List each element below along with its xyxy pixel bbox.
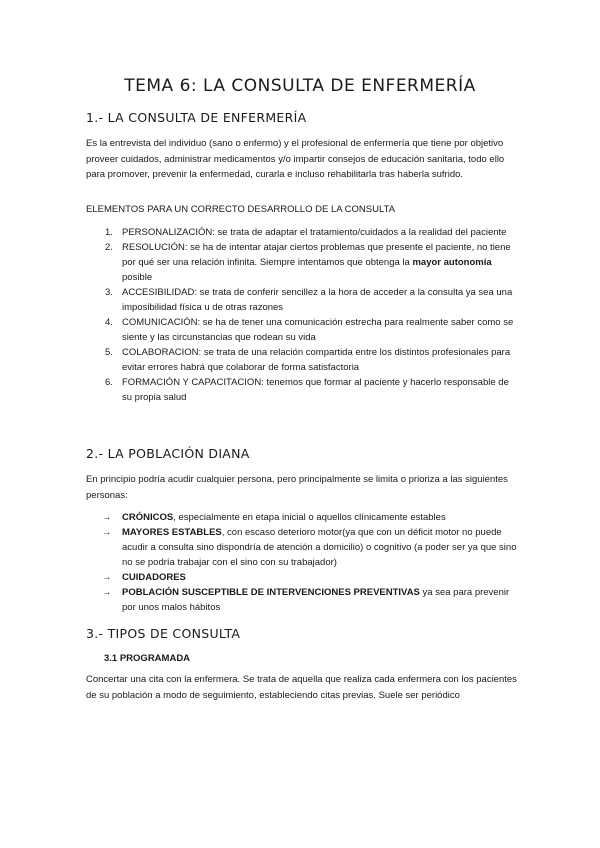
section-3-subheading: 3.1 PROGRAMADA: [104, 653, 191, 664]
list-title: ELEMENTOS PARA UN CORRECTO DESARROLLO DE LA CONSULTA: [86, 204, 396, 215]
list-item: 1. PERSONALIZACIÓN: se trata de adaptar el tratamiento/cuidados a la realidad del paciente: [105, 227, 507, 238]
section-3-heading: 3.- TIPOS DE CONSULTA: [86, 626, 241, 641]
section-2-heading: 2.- LA POBLACIÓN DIANA: [86, 446, 250, 461]
section-3-paragraph: Concertar una cita con la enfermera. Se trata de aquella que realiza cada enfermera con los pacientes de su población a modo de seguimiento, estableciendo citas previas. Suele ser periódico: [86, 674, 517, 701]
list-item: → MAYORES ESTABLES, con escaso deterioro motor(ya que con un déficit motor no puede acudir a consulta sino dispondría de atención a domicilio) o cognitivo (a poder ser ya que sino no se podría trabajar con el sino con su trabajador): [102, 527, 517, 568]
list-item: 2. RESOLUCIÓN: se ha de intentar atajar ciertos problemas que presente el paciente, no tiene por qué ser una relación infinita. Siempre intentamos que obtenga la mayor autonomía posible: [105, 242, 511, 283]
page-title: TEMA 6: LA CONSULTA DE ENFERMERÍA: [124, 76, 476, 96]
list-item: 4. COMUNICACIÓN: se ha de tener una comunicación estrecha para realmente saber como se siente y las circunstancias que rodean su vida: [105, 317, 514, 343]
arrow-right-icon: →: [102, 512, 112, 523]
list-item: → CUIDADORES: [102, 572, 186, 583]
list-item: 3. ACCESIBILIDAD: se trata de conferir sencillez a la hora de acceder a la consulta ya sea una imposibilidad física u de otras razones: [105, 287, 513, 313]
list-item: 5. COLABORACION: se trata de una relación compartida entre los distintos profesionales para evitar errores habrá que colaborar de forma satisfactoria: [105, 347, 511, 373]
elements-list: [86, 225, 518, 405]
list-item: → POBLACIÓN SUSCEPTIBLE DE INTERVENCIONES PREVENTIVAS ya sea para prevenir por unos malos hábitos: [102, 587, 510, 613]
list-item: 6. FORMACIÓN Y CAPACITACION: tenemos que formar al paciente y hacerlo responsable de su propia salud: [105, 377, 509, 403]
arrow-right-icon: →: [102, 527, 112, 538]
section-1-heading: 1.- LA CONSULTA DE ENFERMERÍA: [86, 110, 307, 125]
list-item: → CRÓNICOS, especialmente en etapa inicial o aquellos clínicamente estables: [102, 512, 446, 523]
arrow-right-icon: →: [102, 587, 112, 598]
section-1-paragraph: Es la entrevista del individuo (sano o enfermo) y el profesional de enfermería que tiene por objetivo proveer cuidados, administrar medicamentos y/o impartir consejos de educación sanitaria, todo ello para promover, prevenir la enfermedad, curarla e incluso rehabilitarla tras haberla sufrido.: [86, 138, 505, 180]
population-list: [86, 510, 518, 615]
arrow-right-icon: →: [102, 572, 112, 583]
section-2-paragraph: En principio podría acudir cualquier persona, pero principalmente se limita o prioriza a las siguientes personas:: [86, 474, 508, 501]
bold-text: mayor autonomía: [412, 257, 492, 268]
